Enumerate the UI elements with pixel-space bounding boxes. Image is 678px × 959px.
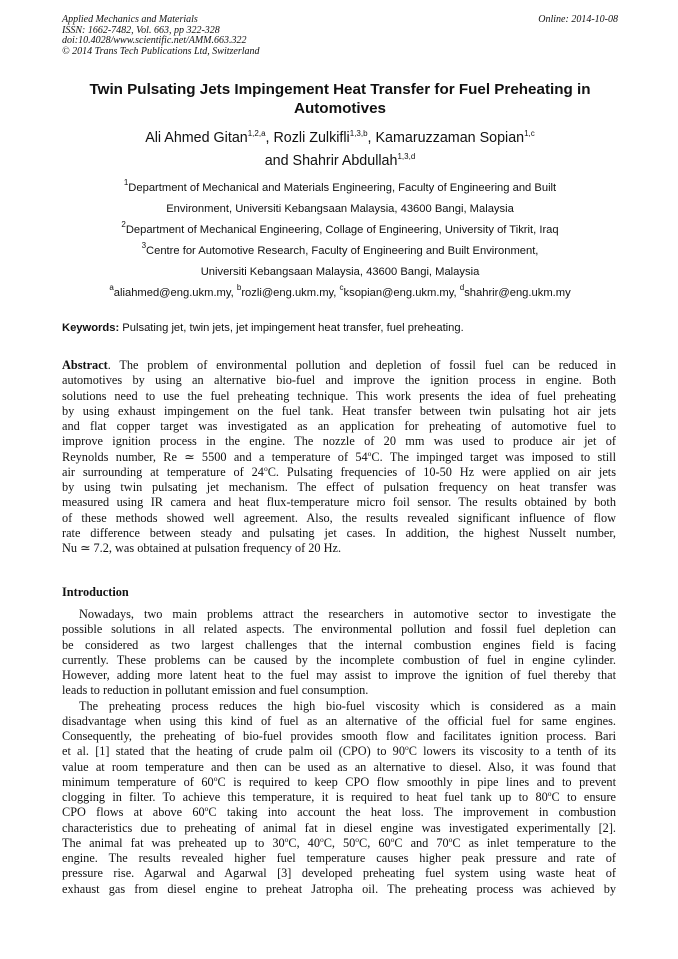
intro-line-text: C is required to keep CPO flow smoothly in pipe lines and to prevent xyxy=(217,774,616,789)
abstract-line: improve ignition process in the engine. The nozzle of 20 mm was used to produce air jet of xyxy=(62,434,616,449)
email-address: shahrir@eng.ukm.my xyxy=(464,287,571,299)
keywords-label: Keywords: xyxy=(62,322,120,334)
intro-line-text: Nowadays, two main problems attract the researchers in automotive sector to investigate the xyxy=(79,607,616,621)
intro-line: engine. The results revealed higher fuel temperature causes higher peak pressure and rate of xyxy=(62,851,616,865)
intro-line: However, adding more latent heat to the fuel may assist to improve the ignition of fuel thereby that xyxy=(62,668,616,682)
paper-title xyxy=(60,80,620,118)
email-list xyxy=(60,283,620,304)
abstract-line: rate difference between steady and pulsating jet cases. In addition, the highest Nusselt number, xyxy=(62,525,616,540)
degree-sup: o xyxy=(213,773,218,783)
affiliation-sup: 2 xyxy=(121,220,126,229)
keywords-text: Pulsating jet, twin jets, jet impingement heat transfer, fuel preheating. xyxy=(119,322,464,334)
degree-sup: o xyxy=(284,834,289,844)
intro-line-text: C, 60 xyxy=(359,835,391,850)
abstract-line xyxy=(62,450,616,465)
abstract-line-text: C. The impinged target was imposed to still xyxy=(371,449,616,464)
introduction-body xyxy=(62,607,616,897)
email-sup: b xyxy=(236,283,242,292)
email-sup: c xyxy=(339,283,344,292)
intro-line: pressure rise. Agarwal and Agarwal [3] developed preheating fuel system using waste heat of xyxy=(62,866,616,881)
affiliation-text: Department of Mechanical Engineering, Collage of Engineering, University of Tikrit, Iraq xyxy=(125,224,559,236)
intro-line-text: clogging in filter. To achieve this temperature, it is required to heat fuel tank up to 80 xyxy=(62,790,548,804)
intro-line-text: The animal fat was preheated up to 30 xyxy=(62,835,285,850)
author-name: , Kamaruzzaman Sopian xyxy=(367,130,525,146)
intro-line-text: The preheating process reduces the high bio-fuel viscosity which is considered as a main xyxy=(79,698,616,713)
online-date: Online: 2014-10-08 xyxy=(538,14,618,25)
journal-name: Applied Mechanics and Materials xyxy=(62,14,198,25)
author-affil-sup: 1,3,d xyxy=(397,152,416,161)
abstract-line: by using twin pulsating jet mechanism. The effect of pulsation frequency on heat transfer was xyxy=(62,480,616,494)
title-line-2: Automotives xyxy=(294,100,386,117)
author-affil-sup: 1,3,b xyxy=(349,129,368,138)
intro-line: value at room temperature and then can be used as an alternative to diesel. Also, it was found that xyxy=(62,759,616,774)
affiliation-text: Centre for Automotive Research, Faculty of Engineering and Built Environment, xyxy=(146,245,539,257)
email-address: rozli@eng.ukm.my, xyxy=(241,287,340,299)
intro-line xyxy=(62,836,616,851)
abstract-line-text: . The problem of environmental pollution and depletion of fossil fuel can be reduced in xyxy=(107,358,616,372)
authors-line-2 xyxy=(60,150,620,173)
abstract-line xyxy=(62,465,616,480)
abstract xyxy=(62,358,616,556)
intro-line xyxy=(62,699,616,714)
keywords xyxy=(62,321,618,336)
abstract-line: of these methods showed well agreement. Also, the results revealed significant influence of flow xyxy=(62,510,616,525)
email-sup: a xyxy=(109,283,114,292)
degree-sup: o xyxy=(367,448,372,458)
abstract-line: automotives by using an alternative bio-fuel and improve the ignition process in engine. Both xyxy=(62,373,616,388)
issn-line: ISSN: 1662-7482, Vol. 663, pp 322-328 xyxy=(62,24,220,36)
intro-line-text: C as inlet temperature to the xyxy=(452,835,616,850)
doi-line: doi:10.4028/www.scientific.net/AMM.663.322 xyxy=(62,35,247,46)
intro-line: be considered as two largest challenges that the internal combustion engines field is facing xyxy=(62,637,616,652)
intro-line-text: C to ensure xyxy=(551,790,616,804)
author-name: Ali Ahmed Gitan xyxy=(145,130,248,146)
intro-line-text: C, 50 xyxy=(323,835,356,850)
email-sup: d xyxy=(459,283,465,292)
intro-line: possible solutions in all related aspects. The environmental pollution and fossil fuel depletion can xyxy=(62,622,616,637)
authors-line-1 xyxy=(60,127,620,150)
abstract-label: Abstract xyxy=(62,358,108,372)
author-name: and Shahrir Abdullah xyxy=(264,153,398,169)
affiliation-1-cont: Environment, Universiti Kebangsaan Malaysia, 43600 Bangi, Malaysia xyxy=(166,203,514,215)
intro-line xyxy=(62,805,616,820)
author-name: , Rozli Zulkifli xyxy=(265,130,350,146)
section-heading-introduction: Introduction xyxy=(62,585,129,599)
intro-line-text: C and 70 xyxy=(394,835,449,850)
copyright-line: © 2014 Trans Tech Publications Ltd, Switzerland xyxy=(62,45,260,57)
intro-line xyxy=(62,607,616,622)
abstract-line: by using exhaust impingement on the fuel tank. Heat transfer between twin pulsating hot air jets xyxy=(62,403,616,418)
intro-line: characteristics due to preheating of animal fat in diesel engine was investigated experimentally [2]. xyxy=(62,820,616,835)
intro-line xyxy=(62,744,616,759)
intro-line xyxy=(62,775,616,790)
abstract-line-text: Reynolds number, Re ≃ 5500 and a temperature of 54 xyxy=(62,449,368,464)
abstract-line: measured using IR camera and heat flux-temperature micro foil sensor. The results obtained by both xyxy=(62,495,616,510)
title-line-1: Twin Pulsating Jets Impingement Heat Transfer for Fuel Preheating in xyxy=(89,81,591,98)
intro-line: disadvantage when using this kind of fuel as an alternative of the official fuel for same engines. xyxy=(62,713,616,728)
degree-sup: o xyxy=(448,834,453,844)
intro-line-text: C lowers its viscosity to a tenth of its xyxy=(408,744,616,759)
intro-line-text: C, 40 xyxy=(288,835,320,850)
degree-sup: o xyxy=(355,834,360,844)
abstract-line: Nu ≃ 7.2, was obtained at pulsation frequency of 20 Hz. xyxy=(62,541,342,555)
intro-line-text: C taking into account the heat loss. The improvement in combustion xyxy=(208,805,617,820)
affiliation-text: Department of Mechanical and Materials Engineering, Faculty of Engineering and Built xyxy=(128,182,557,194)
affiliation-sup: 3 xyxy=(141,241,147,250)
email-address: aliahmed@eng.ukm.my, xyxy=(113,287,237,299)
intro-line-text: et al. [1] stated that the heating of crude palm oil (CPO) to 90 xyxy=(62,744,405,759)
degree-sup: o xyxy=(263,463,268,473)
abstract-line-text: air surrounding at temperature of 24 xyxy=(62,464,264,479)
abstract-line: and flat copper target was investigated as an application for preheating of automotive fuel to xyxy=(62,419,616,433)
intro-line: currently. These problems can be caused by the incomplete combustion of fuel in engine cylinder. xyxy=(62,652,616,667)
affiliation-3 xyxy=(60,241,620,262)
intro-line: Consequently, the preheating of bio-fuel provides smooth flow and facilitates ignition process. Bari xyxy=(62,729,616,743)
degree-sup: o xyxy=(204,804,209,814)
degree-sup: o xyxy=(319,834,324,844)
affiliation-2 xyxy=(60,220,620,241)
affiliation-1 xyxy=(60,178,620,199)
degree-sup: o xyxy=(547,789,552,798)
affiliations xyxy=(60,178,620,304)
intro-line-text: minimum temperature of 60 xyxy=(62,774,214,789)
affiliation-3-cont: Universiti Kebangsaan Malaysia, 43600 Bangi, Malaysia xyxy=(200,266,480,278)
degree-sup: o xyxy=(390,834,395,844)
intro-line xyxy=(62,790,616,805)
email-address: ksopian@eng.ukm.my, xyxy=(343,287,460,299)
abstract-line-text: C. Pulsating frequencies of 10-50 Hz were applied on air jets xyxy=(267,464,616,479)
author-list xyxy=(60,127,620,173)
abstract-line xyxy=(62,358,616,373)
degree-sup: o xyxy=(404,743,409,753)
intro-line: leads to reduction in pollutant emission and fuel consumption. xyxy=(62,683,369,698)
intro-line: exhaust gas from diesel engine to preheat Jatropha oil. The preheating process was achieved by xyxy=(62,881,616,896)
affiliation-sup: 1 xyxy=(123,178,129,187)
abstract-line: solutions need to use the fuel preheating technique. This work presents the idea of fuel preheating xyxy=(62,388,616,403)
author-affil-sup: 1,c xyxy=(524,129,535,138)
journal-header xyxy=(62,15,618,57)
intro-line-text: CPO flows at above 60 xyxy=(62,805,205,820)
author-affil-sup: 1,2,a xyxy=(247,129,266,138)
